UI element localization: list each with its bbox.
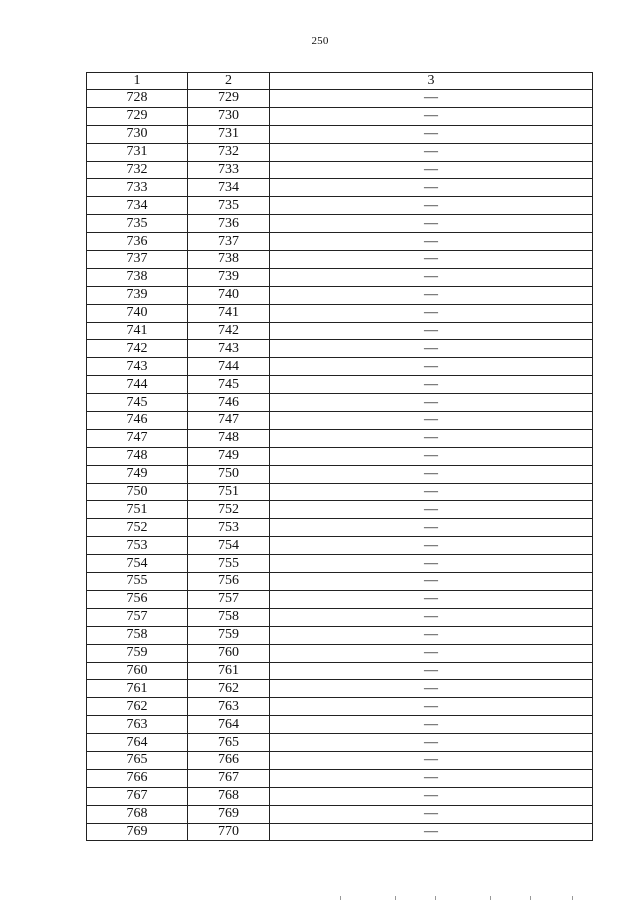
table-row bbox=[87, 90, 593, 108]
table-cell-col-2: 754 bbox=[188, 537, 270, 555]
table-row bbox=[87, 751, 593, 769]
table-cell-col-1: 749 bbox=[87, 465, 188, 483]
table-cell-col-1: 741 bbox=[87, 322, 188, 340]
table-cell-col-3: — bbox=[270, 90, 593, 108]
table-row bbox=[87, 394, 593, 412]
table-cell-col-2: 760 bbox=[188, 644, 270, 662]
table-cell-col-1: 739 bbox=[87, 286, 188, 304]
scan-mark bbox=[572, 896, 576, 900]
table-cell-col-2: 741 bbox=[188, 304, 270, 322]
table-cell-col-1: 764 bbox=[87, 734, 188, 752]
table-cell-col-1: 735 bbox=[87, 215, 188, 233]
scan-mark bbox=[530, 896, 534, 900]
table-row bbox=[87, 519, 593, 537]
scan-mark bbox=[490, 896, 494, 900]
table-cell-col-3: — bbox=[270, 734, 593, 752]
scan-mark bbox=[340, 896, 344, 900]
table-cell-col-3: — bbox=[270, 608, 593, 626]
table-row bbox=[87, 769, 593, 787]
table-row bbox=[87, 197, 593, 215]
table-row bbox=[87, 143, 593, 161]
table-row bbox=[87, 286, 593, 304]
table-row bbox=[87, 412, 593, 430]
table-cell-col-3: — bbox=[270, 304, 593, 322]
table-row bbox=[87, 358, 593, 376]
table-row bbox=[87, 573, 593, 591]
table-row bbox=[87, 823, 593, 841]
table-row bbox=[87, 304, 593, 322]
table-cell-col-1: 750 bbox=[87, 483, 188, 501]
table-cell-col-3: — bbox=[270, 805, 593, 823]
table-cell-col-1: 759 bbox=[87, 644, 188, 662]
table-cell-col-1: 738 bbox=[87, 268, 188, 286]
table-cell-col-3: — bbox=[270, 412, 593, 430]
table-cell-col-2: 732 bbox=[188, 143, 270, 161]
table-cell-col-2: 766 bbox=[188, 751, 270, 769]
table-cell-col-2: 734 bbox=[188, 179, 270, 197]
header-row bbox=[87, 73, 593, 90]
table-cell-col-2: 764 bbox=[188, 716, 270, 734]
table-cell-col-1: 754 bbox=[87, 555, 188, 573]
table-cell-col-3: — bbox=[270, 573, 593, 591]
table-cell-col-2: 737 bbox=[188, 233, 270, 251]
table-cell-col-1: 732 bbox=[87, 161, 188, 179]
table-cell-col-2: 768 bbox=[188, 787, 270, 805]
table-cell-col-3: — bbox=[270, 662, 593, 680]
table-cell-col-2: 761 bbox=[188, 662, 270, 680]
table-cell-col-2: 758 bbox=[188, 608, 270, 626]
table-header bbox=[87, 73, 593, 90]
table-cell-col-3: — bbox=[270, 179, 593, 197]
table-cell-col-1: 730 bbox=[87, 125, 188, 143]
table-cell-col-3: — bbox=[270, 644, 593, 662]
table-row bbox=[87, 662, 593, 680]
table-cell-col-3: — bbox=[270, 251, 593, 269]
table-cell-col-1: 743 bbox=[87, 358, 188, 376]
table-row bbox=[87, 626, 593, 644]
table-body bbox=[87, 90, 593, 841]
table-cell-col-3: — bbox=[270, 823, 593, 841]
table-row bbox=[87, 233, 593, 251]
table-cell-col-3: — bbox=[270, 358, 593, 376]
table-row bbox=[87, 608, 593, 626]
table-cell-col-2: 730 bbox=[188, 107, 270, 125]
table-cell-col-3: — bbox=[270, 555, 593, 573]
table-cell-col-2: 742 bbox=[188, 322, 270, 340]
table-cell-col-3: — bbox=[270, 680, 593, 698]
table-cell-col-3: — bbox=[270, 787, 593, 805]
table-row bbox=[87, 268, 593, 286]
table-cell-col-3: — bbox=[270, 626, 593, 644]
table-cell-col-3: — bbox=[270, 537, 593, 555]
table-cell-col-2: 751 bbox=[188, 483, 270, 501]
table-row bbox=[87, 716, 593, 734]
table-cell-col-1: 746 bbox=[87, 412, 188, 430]
table-cell-col-2: 738 bbox=[188, 251, 270, 269]
table-cell-col-2: 740 bbox=[188, 286, 270, 304]
table-row bbox=[87, 322, 593, 340]
table-cell-col-2: 767 bbox=[188, 769, 270, 787]
table-cell-col-1: 731 bbox=[87, 143, 188, 161]
table-cell-col-1: 744 bbox=[87, 376, 188, 394]
table-row bbox=[87, 429, 593, 447]
table-cell-col-2: 757 bbox=[188, 590, 270, 608]
table-row bbox=[87, 161, 593, 179]
table-cell-col-1: 758 bbox=[87, 626, 188, 644]
table-row bbox=[87, 537, 593, 555]
table-cell-col-2: 733 bbox=[188, 161, 270, 179]
data-table bbox=[86, 72, 593, 841]
table-cell-col-1: 747 bbox=[87, 429, 188, 447]
column-header-3: 3 bbox=[270, 73, 593, 90]
table-cell-col-2: 756 bbox=[188, 573, 270, 591]
table-cell-col-1: 762 bbox=[87, 698, 188, 716]
table-cell-col-1: 728 bbox=[87, 90, 188, 108]
table-row bbox=[87, 644, 593, 662]
table-cell-col-3: — bbox=[270, 519, 593, 537]
table-cell-col-2: 748 bbox=[188, 429, 270, 447]
table-cell-col-2: 745 bbox=[188, 376, 270, 394]
table-row bbox=[87, 555, 593, 573]
table-cell-col-3: — bbox=[270, 125, 593, 143]
table-row bbox=[87, 787, 593, 805]
table-cell-col-2: 739 bbox=[188, 268, 270, 286]
table-cell-col-3: — bbox=[270, 447, 593, 465]
table-row bbox=[87, 447, 593, 465]
table-row bbox=[87, 501, 593, 519]
table-cell-col-2: 750 bbox=[188, 465, 270, 483]
table-cell-col-3: — bbox=[270, 233, 593, 251]
table-cell-col-1: 740 bbox=[87, 304, 188, 322]
table-cell-col-1: 756 bbox=[87, 590, 188, 608]
table-cell-col-1: 767 bbox=[87, 787, 188, 805]
table-cell-col-1: 753 bbox=[87, 537, 188, 555]
table-cell-col-2: 752 bbox=[188, 501, 270, 519]
table-cell-col-1: 748 bbox=[87, 447, 188, 465]
table-cell-col-3: — bbox=[270, 143, 593, 161]
table-cell-col-3: — bbox=[270, 483, 593, 501]
table-row bbox=[87, 251, 593, 269]
table-cell-col-1: 745 bbox=[87, 394, 188, 412]
table-cell-col-3: — bbox=[270, 286, 593, 304]
table-cell-col-1: 737 bbox=[87, 251, 188, 269]
table-row bbox=[87, 734, 593, 752]
table-row bbox=[87, 215, 593, 233]
table-cell-col-2: 729 bbox=[188, 90, 270, 108]
table-cell-col-2: 743 bbox=[188, 340, 270, 358]
table-row bbox=[87, 805, 593, 823]
table-cell-col-1: 734 bbox=[87, 197, 188, 215]
table-row bbox=[87, 483, 593, 501]
table-cell-col-1: 761 bbox=[87, 680, 188, 698]
table-cell-col-2: 759 bbox=[188, 626, 270, 644]
table-cell-col-3: — bbox=[270, 322, 593, 340]
table-cell-col-2: 765 bbox=[188, 734, 270, 752]
table-cell-col-2: 755 bbox=[188, 555, 270, 573]
table-row bbox=[87, 125, 593, 143]
table-cell-col-2: 747 bbox=[188, 412, 270, 430]
page-number: 250 bbox=[311, 35, 329, 47]
table-cell-col-3: — bbox=[270, 769, 593, 787]
table-cell-col-3: — bbox=[270, 197, 593, 215]
table-cell-col-3: — bbox=[270, 268, 593, 286]
table-cell-col-1: 755 bbox=[87, 573, 188, 591]
table-cell-col-3: — bbox=[270, 716, 593, 734]
table-cell-col-1: 733 bbox=[87, 179, 188, 197]
table-row bbox=[87, 107, 593, 125]
table-cell-col-2: 735 bbox=[188, 197, 270, 215]
table-cell-col-3: — bbox=[270, 590, 593, 608]
table-cell-col-3: — bbox=[270, 429, 593, 447]
table-cell-col-3: — bbox=[270, 465, 593, 483]
table-cell-col-1: 752 bbox=[87, 519, 188, 537]
table-cell-col-1: 729 bbox=[87, 107, 188, 125]
table-row bbox=[87, 680, 593, 698]
table-cell-col-1: 768 bbox=[87, 805, 188, 823]
table-cell-col-1: 766 bbox=[87, 769, 188, 787]
table-cell-col-2: 763 bbox=[188, 698, 270, 716]
table-cell-col-3: — bbox=[270, 698, 593, 716]
column-header-2: 2 bbox=[188, 73, 270, 90]
table-cell-col-1: 769 bbox=[87, 823, 188, 841]
table-row bbox=[87, 376, 593, 394]
table-row bbox=[87, 465, 593, 483]
table-cell-col-2: 769 bbox=[188, 805, 270, 823]
table-cell-col-2: 749 bbox=[188, 447, 270, 465]
table-cell-col-2: 744 bbox=[188, 358, 270, 376]
table-cell-col-3: — bbox=[270, 215, 593, 233]
table-cell-col-3: — bbox=[270, 751, 593, 769]
table-cell-col-1: 760 bbox=[87, 662, 188, 680]
table-cell-col-3: — bbox=[270, 394, 593, 412]
footer-scan-marks bbox=[340, 896, 600, 902]
table-cell-col-1: 736 bbox=[87, 233, 188, 251]
table-cell-col-2: 770 bbox=[188, 823, 270, 841]
table-cell-col-1: 742 bbox=[87, 340, 188, 358]
table-cell-col-1: 763 bbox=[87, 716, 188, 734]
table-cell-col-2: 736 bbox=[188, 215, 270, 233]
table-cell-col-1: 757 bbox=[87, 608, 188, 626]
table-row bbox=[87, 179, 593, 197]
scan-mark bbox=[395, 896, 399, 900]
column-header-1: 1 bbox=[87, 73, 188, 90]
table-cell-col-2: 762 bbox=[188, 680, 270, 698]
table-cell-col-3: — bbox=[270, 376, 593, 394]
data-table-container bbox=[86, 72, 593, 841]
table-cell-col-3: — bbox=[270, 107, 593, 125]
table-row bbox=[87, 590, 593, 608]
scan-mark bbox=[435, 896, 439, 900]
table-cell-col-2: 746 bbox=[188, 394, 270, 412]
table-cell-col-2: 753 bbox=[188, 519, 270, 537]
table-cell-col-3: — bbox=[270, 501, 593, 519]
table-cell-col-2: 731 bbox=[188, 125, 270, 143]
table-row bbox=[87, 340, 593, 358]
table-row bbox=[87, 698, 593, 716]
table-cell-col-3: — bbox=[270, 340, 593, 358]
table-cell-col-1: 765 bbox=[87, 751, 188, 769]
table-cell-col-1: 751 bbox=[87, 501, 188, 519]
table-cell-col-3: — bbox=[270, 161, 593, 179]
